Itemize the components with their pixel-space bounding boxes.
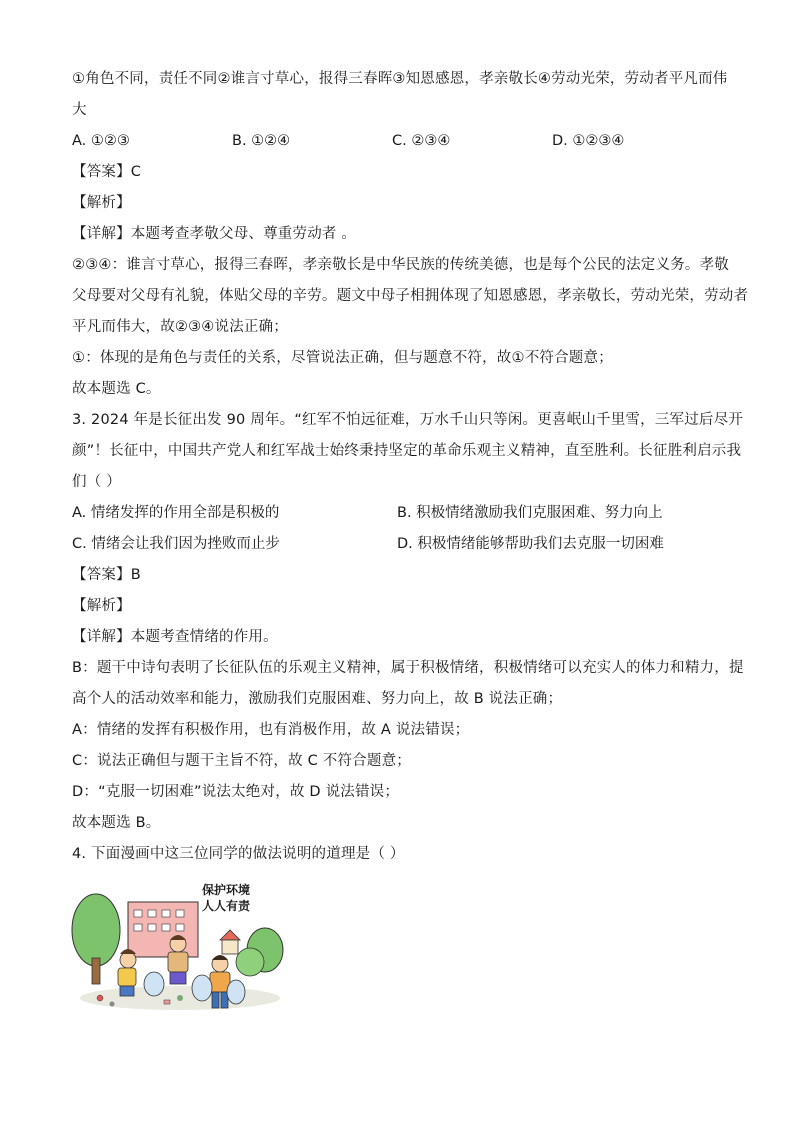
environment-comic [70,880,285,1020]
q2-answer: 【答案】C [72,164,142,180]
q2-explanation-line1: ②③④：谁言寸草心，报得三春晖，孝亲敬长是中华民族的传统美德，也是每个公民的法定义务。孝敬 [72,257,729,273]
student-left [118,949,136,996]
q3-stem-line2: 颜”！长征中，中国共产党人和红军战士始终秉持坚定的革命乐观主义精神，直至胜利。长征胜利启示我 [72,443,742,459]
q2-explanation-line4: ①：体现的是角色与责任的关系，尽管说法正确，但与题意不符，故①不符合题意； [72,350,613,366]
comic-caption-line2: 人人有责 [202,899,251,913]
q3-stem-line1: 3. 2024 年是长征出发 90 周年。“红军不怕远征难，万水千山只等闲。更喜岷山千里雪，三军过后尽开 [72,412,744,428]
q2-statement-line2: 大 [72,102,87,118]
q2-conclusion: 故本题选 C。 [72,381,161,397]
q2-explanation-line2: 父母要对父母有礼貌，体贴父母的辛劳。题文中母子相拥体现了知恩感恩，孝亲敬长，劳动光荣，劳动者 [72,288,749,304]
trash-bag [192,975,212,1001]
trash-bag [227,980,245,1004]
q2-explanation-line3: 平凡而伟大，故②③④说法正确； [72,319,288,335]
q3-detail: 【详解】本题考查情绪的作用。 [72,629,278,645]
q3-options-row2 [72,529,732,560]
q3-option-b: B. 积极情绪激励我们克服困难、努力向上 [397,505,663,521]
student-middle [168,935,188,984]
q3-explanation-line4: C：说法正确但与题干主旨不符，故 C 不符合题意； [72,753,411,769]
q3-stem-line3: 们（ ） [72,474,121,490]
comic-caption-line1: 保护环境 [202,883,251,897]
q3-explanation-line3: A：情绪的发挥有积极作用，也有消极作用，故 A 说法错误； [72,722,470,738]
q2-option-b: B. ①②④ [232,133,291,149]
q3-conclusion: 故本题选 B。 [72,815,161,831]
q2-analysis-label: 【解析】 [72,195,131,211]
q3-option-d: D. 积极情绪能够帮助我们去克服一切困难 [397,536,664,552]
tree-left [72,894,120,966]
q3-explanation-line2: 高个人的活动效率和能力，激励我们克服困难、努力向上，故 B 说法正确； [72,691,563,707]
q3-analysis-label: 【解析】 [72,598,131,614]
q3-option-c: C. 情绪会让我们因为挫败而止步 [72,536,280,552]
comic-caption [202,882,250,914]
q4-stem: 4. 下面漫画中这三位同学的做法说明的道理是（ ） [72,846,405,862]
q2-detail: 【详解】本题考查孝敬父母、尊重劳动者 。 [72,226,357,242]
q2-options [72,126,732,157]
document-page [72,64,749,1020]
q3-option-a: A. 情绪发挥的作用全部是积极的 [72,505,280,521]
q2-option-c: C. ②③④ [392,133,451,149]
trash-bag [144,972,164,996]
q3-explanation-line5: D：“克服一切困难”说法太绝对，故 D 说法错误； [72,784,400,800]
q3-explanation-line1: B：题干中诗句表明了长征队伍的乐观主义精神，属于积极情绪，积极情绪可以充实人的体力和精力，提 [72,660,744,676]
q2-statement-line1: ①角色不同，责任不同②谁言寸草心，报得三春晖③知恩感恩，孝亲敬长④劳动光荣，劳动者平凡而伟 [72,71,728,87]
q2-option-d: D. ①②③④ [552,133,625,149]
comic-illustration [70,880,285,1020]
q3-answer: 【答案】B [72,567,141,583]
q3-options-row1 [72,498,732,529]
q2-option-a: A. ①②③ [72,133,130,149]
